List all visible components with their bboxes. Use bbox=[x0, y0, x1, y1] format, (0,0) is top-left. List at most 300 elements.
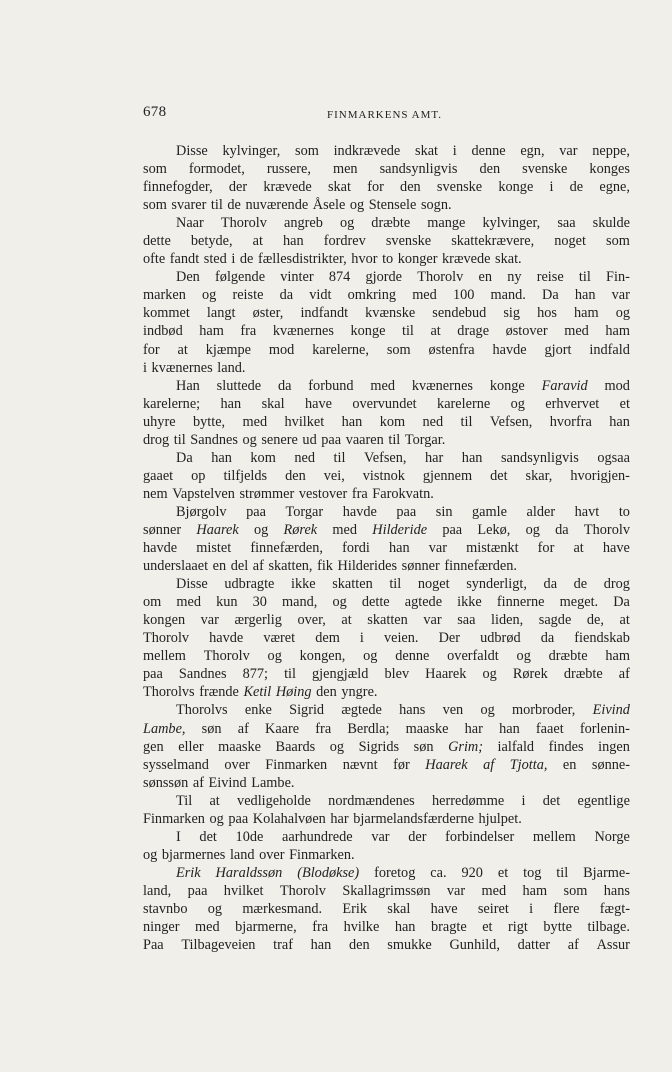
word: skal bbox=[261, 395, 285, 412]
word: dræbte bbox=[371, 215, 411, 232]
word: fra bbox=[240, 323, 257, 340]
word: hvilket bbox=[284, 413, 325, 430]
word: finnefogder, bbox=[143, 179, 213, 196]
word: dræbte bbox=[563, 666, 603, 683]
text-line bbox=[143, 413, 630, 431]
word: sogn. bbox=[420, 197, 452, 214]
word: hvilke bbox=[343, 919, 380, 936]
word: konge bbox=[498, 179, 534, 196]
word: da bbox=[540, 630, 555, 647]
word: svarer bbox=[171, 197, 207, 214]
word: at bbox=[341, 612, 352, 629]
word: kylvinger, bbox=[482, 215, 541, 232]
word: ninger bbox=[143, 919, 180, 936]
text-line bbox=[143, 936, 630, 954]
word: havt bbox=[574, 503, 600, 520]
word: det bbox=[199, 828, 217, 845]
word: mod bbox=[268, 341, 295, 358]
word: underslaaet bbox=[143, 558, 209, 575]
word: for bbox=[143, 341, 160, 358]
word: del bbox=[230, 558, 249, 575]
word: ham bbox=[605, 648, 630, 665]
word: ny bbox=[507, 269, 522, 286]
word: han bbox=[211, 449, 232, 466]
word: senere bbox=[261, 431, 298, 448]
word: traf bbox=[273, 937, 293, 954]
word: fællesdistrikter, bbox=[257, 251, 347, 268]
word: finnerne bbox=[496, 594, 545, 611]
word: 100 bbox=[452, 287, 475, 304]
word: i bbox=[359, 630, 364, 647]
word: kongen bbox=[143, 612, 186, 629]
text-line bbox=[143, 720, 630, 738]
word: paa bbox=[228, 810, 249, 827]
word: i bbox=[143, 359, 147, 376]
word: morbroder, bbox=[512, 702, 576, 719]
word: hvor bbox=[351, 251, 378, 268]
page-number: 678 bbox=[143, 104, 167, 120]
word: til bbox=[401, 323, 414, 340]
word: hvilket bbox=[223, 882, 264, 899]
word: fægt- bbox=[599, 900, 630, 917]
word: synderligt, bbox=[466, 576, 527, 593]
word: nem bbox=[143, 485, 168, 502]
word: vedligeholde bbox=[237, 792, 311, 809]
word: ærgerlig bbox=[234, 612, 282, 629]
word: have bbox=[602, 540, 630, 557]
word: Kolahalvøen bbox=[252, 810, 326, 827]
word: 874 bbox=[328, 269, 351, 286]
word: et bbox=[497, 864, 509, 881]
word: sønne- bbox=[591, 756, 630, 773]
word: maaske bbox=[405, 720, 449, 737]
word: indkrævede bbox=[333, 143, 401, 159]
word: nævnt bbox=[342, 756, 378, 773]
word: han bbox=[341, 413, 363, 430]
word: med bbox=[481, 882, 507, 899]
word: Thorolv bbox=[279, 882, 326, 899]
word: gaaet bbox=[143, 467, 174, 484]
text-line bbox=[143, 286, 630, 304]
word: land bbox=[229, 846, 255, 863]
word: fra bbox=[351, 485, 368, 502]
word: indbød bbox=[143, 323, 183, 340]
word: Stensele bbox=[368, 197, 417, 214]
word: fik bbox=[317, 558, 333, 575]
word: var bbox=[428, 540, 448, 557]
word: han bbox=[220, 395, 242, 412]
word: der bbox=[228, 179, 248, 196]
word: ingen bbox=[598, 738, 630, 755]
word: Thorolv bbox=[220, 215, 267, 232]
word: noget bbox=[554, 233, 586, 250]
word: alder bbox=[526, 503, 556, 520]
word: karelerne; bbox=[143, 395, 201, 412]
word: at bbox=[430, 323, 441, 340]
word: noget bbox=[417, 576, 450, 593]
word: havde bbox=[492, 341, 527, 358]
word: og bbox=[525, 521, 540, 538]
word: den bbox=[285, 467, 306, 484]
word: Assur bbox=[596, 937, 630, 954]
word: Sandnes bbox=[178, 666, 227, 683]
word: da bbox=[277, 377, 292, 394]
word: reiste bbox=[232, 287, 264, 304]
word: Til bbox=[176, 792, 193, 809]
word: ogsaa bbox=[597, 449, 630, 466]
word: mellem bbox=[143, 648, 186, 665]
word: for bbox=[537, 540, 555, 557]
text-line bbox=[143, 629, 630, 647]
word: han bbox=[499, 720, 520, 737]
word: og bbox=[242, 431, 257, 448]
word: Thorolvs bbox=[176, 702, 228, 719]
word: østenfra bbox=[428, 341, 475, 358]
word: langt bbox=[206, 305, 236, 322]
word: Sigrids bbox=[358, 738, 400, 755]
word: Haarek bbox=[196, 521, 239, 538]
word: reise bbox=[536, 269, 564, 286]
text-line bbox=[143, 142, 630, 160]
word: Tjotta, bbox=[509, 756, 548, 773]
word: Ketil bbox=[243, 684, 272, 701]
text-line bbox=[143, 611, 630, 629]
word: I bbox=[176, 828, 181, 845]
word: Vapstelven bbox=[172, 485, 235, 502]
word: Skallagrimssøn bbox=[342, 882, 431, 899]
word: men bbox=[332, 161, 358, 178]
text-line bbox=[143, 918, 630, 936]
text-line bbox=[143, 341, 630, 359]
text-line bbox=[143, 359, 630, 377]
word: indfandt bbox=[300, 305, 349, 322]
word: finnefærden, bbox=[250, 540, 323, 557]
word: var bbox=[559, 143, 578, 159]
word: hos bbox=[537, 305, 557, 322]
word: Fin- bbox=[606, 269, 630, 286]
word: som bbox=[295, 143, 319, 159]
word: 30 bbox=[252, 594, 267, 611]
word: og bbox=[202, 287, 217, 304]
word: herredømme bbox=[432, 792, 505, 809]
word: at bbox=[252, 233, 263, 250]
text-line bbox=[143, 882, 630, 900]
word: karelerne bbox=[437, 395, 491, 412]
text-line bbox=[143, 322, 630, 340]
text-line bbox=[143, 485, 630, 503]
word: Torgar bbox=[285, 503, 324, 520]
word: om bbox=[143, 594, 162, 611]
word: kongen, bbox=[299, 648, 346, 665]
word: følgende bbox=[215, 269, 266, 286]
word: foretog bbox=[374, 864, 416, 881]
word: de bbox=[573, 576, 588, 593]
word: dette bbox=[143, 233, 171, 250]
word: nuværende bbox=[245, 197, 309, 214]
word: søn bbox=[413, 738, 434, 755]
word: og bbox=[253, 521, 269, 538]
word: krævede bbox=[442, 251, 491, 268]
word: havde bbox=[143, 540, 178, 557]
word: og bbox=[615, 305, 630, 322]
word: ofte bbox=[143, 251, 166, 268]
word: sysselmand bbox=[143, 756, 209, 773]
word: hvorfra bbox=[549, 413, 592, 430]
word: Thorolv bbox=[143, 630, 190, 647]
word: Thorolv bbox=[583, 521, 630, 538]
word: til bbox=[460, 413, 473, 430]
word: søn bbox=[201, 720, 222, 737]
word: konge bbox=[489, 377, 525, 394]
word: da bbox=[543, 576, 558, 593]
word: vidt bbox=[309, 287, 332, 304]
word: over bbox=[259, 846, 285, 863]
text-line bbox=[143, 250, 630, 268]
word: sønssøn bbox=[143, 774, 189, 791]
word: tilbage. bbox=[587, 919, 630, 936]
text-line bbox=[143, 521, 630, 539]
word: havde bbox=[342, 503, 377, 520]
word: da bbox=[279, 287, 294, 304]
word: Tilbageveien bbox=[181, 937, 256, 954]
word: saa bbox=[557, 215, 576, 232]
word: saa bbox=[457, 612, 476, 629]
word: Eivind bbox=[592, 702, 630, 719]
word: faaet bbox=[535, 720, 564, 737]
word: Hilderide bbox=[372, 521, 428, 538]
word: med bbox=[412, 287, 437, 304]
text-line bbox=[143, 431, 630, 449]
word: gjengjæld bbox=[312, 666, 369, 683]
word: to bbox=[618, 503, 630, 520]
word: paa bbox=[396, 503, 417, 520]
word: Haraldssøn bbox=[215, 864, 283, 881]
word: skal bbox=[387, 900, 411, 917]
word: skat bbox=[415, 143, 439, 159]
word: sted bbox=[203, 251, 227, 268]
word: sagde bbox=[538, 612, 572, 629]
word: og bbox=[207, 900, 223, 917]
word: kom bbox=[250, 449, 276, 466]
word: gjorde bbox=[365, 269, 403, 286]
word: bytte, bbox=[192, 413, 226, 430]
word: som bbox=[386, 341, 411, 358]
word: de bbox=[569, 179, 584, 196]
text-line bbox=[143, 756, 630, 774]
text-line bbox=[143, 304, 630, 322]
word: i bbox=[231, 251, 236, 268]
text-line bbox=[143, 232, 630, 250]
word: paa bbox=[187, 882, 208, 899]
word: ham bbox=[574, 305, 599, 322]
word: udbragte bbox=[224, 576, 275, 593]
word: Den bbox=[176, 269, 200, 286]
word: datter bbox=[517, 937, 551, 954]
word: med bbox=[564, 323, 589, 340]
word: i bbox=[529, 900, 534, 917]
word: Lambe, bbox=[143, 720, 186, 737]
word: og bbox=[482, 666, 497, 683]
word: neppe, bbox=[592, 143, 630, 159]
word: bjarmernes bbox=[161, 846, 226, 863]
word: og bbox=[510, 395, 525, 412]
word: mellem bbox=[532, 828, 576, 845]
word: have bbox=[304, 395, 332, 412]
word: og bbox=[480, 702, 495, 719]
word: Da bbox=[613, 594, 630, 611]
word: egne, bbox=[599, 179, 630, 196]
text-line bbox=[143, 828, 630, 846]
word: Sigrid bbox=[289, 702, 325, 719]
word: drog bbox=[603, 576, 630, 593]
word: angreb bbox=[283, 215, 323, 232]
word: Åsele bbox=[312, 197, 346, 214]
text-line bbox=[143, 196, 630, 214]
word: med bbox=[332, 521, 358, 538]
word: ham bbox=[199, 323, 224, 340]
word: tog bbox=[523, 864, 542, 881]
word: Eivind bbox=[208, 774, 247, 791]
word: den bbox=[479, 161, 501, 178]
text-line bbox=[143, 864, 630, 882]
word: Gunhild, bbox=[449, 937, 500, 954]
word: smukke bbox=[387, 937, 432, 954]
word: Lekø, bbox=[477, 521, 511, 538]
word: mand, bbox=[282, 594, 318, 611]
word: mistet bbox=[196, 540, 232, 557]
word: har bbox=[425, 449, 444, 466]
word: tilfjelds bbox=[223, 467, 268, 484]
text-line bbox=[143, 268, 630, 286]
word: karelerne, bbox=[312, 341, 369, 358]
word: vei, bbox=[323, 467, 345, 484]
word: skat. bbox=[495, 251, 522, 268]
word: Kaare bbox=[265, 720, 300, 737]
word: overvundet bbox=[352, 395, 417, 412]
word: de, bbox=[586, 612, 604, 629]
word: hans bbox=[603, 882, 630, 899]
word: Thorolv bbox=[417, 269, 464, 286]
word: han bbox=[394, 919, 416, 936]
word: op bbox=[191, 467, 206, 484]
word: at bbox=[619, 612, 630, 629]
word: Da bbox=[542, 287, 559, 304]
word: Han bbox=[176, 377, 200, 394]
word: den bbox=[316, 684, 337, 701]
word: vaaren bbox=[345, 431, 384, 448]
word: til bbox=[333, 449, 346, 466]
word: et bbox=[482, 919, 493, 936]
text-line bbox=[143, 701, 630, 719]
word: Bjørgolv bbox=[176, 503, 227, 520]
word: ca. bbox=[430, 864, 447, 881]
word: hans bbox=[399, 702, 426, 719]
word: sandsynligvis bbox=[379, 161, 458, 178]
word: og bbox=[349, 197, 365, 214]
word: finnefærden. bbox=[444, 558, 517, 575]
word: har bbox=[464, 720, 483, 737]
word: 10de bbox=[235, 828, 264, 845]
word: havde bbox=[209, 630, 244, 647]
word: enke bbox=[244, 702, 272, 719]
word: fra bbox=[312, 919, 329, 936]
word: af bbox=[567, 937, 579, 954]
word: at bbox=[573, 540, 584, 557]
word: Erik bbox=[342, 900, 368, 917]
text-line bbox=[143, 467, 630, 485]
word: han bbox=[283, 233, 304, 250]
word: skulde bbox=[592, 215, 630, 232]
word: Thorolv bbox=[203, 648, 250, 665]
word: Sandnes bbox=[190, 431, 238, 448]
word: sandsynligvis bbox=[500, 449, 579, 466]
word: skatten, bbox=[268, 558, 313, 575]
text-line bbox=[143, 665, 630, 683]
word: 920 bbox=[461, 864, 483, 881]
word: over, bbox=[297, 612, 326, 629]
word: Rørek bbox=[512, 666, 548, 683]
word: omkring bbox=[347, 287, 397, 304]
word: Disse bbox=[176, 143, 208, 159]
word: et bbox=[619, 395, 630, 412]
word: egentlige bbox=[577, 792, 630, 809]
word: den bbox=[348, 937, 370, 954]
text-line bbox=[143, 683, 630, 701]
word: med bbox=[176, 594, 201, 611]
word: de bbox=[239, 251, 254, 268]
word: Da bbox=[176, 449, 193, 466]
text-line bbox=[143, 593, 630, 611]
word: konges bbox=[589, 161, 630, 178]
word: Baards bbox=[275, 738, 316, 755]
word: af bbox=[618, 666, 630, 683]
word: bjarmelandsfærderne bbox=[353, 810, 474, 827]
word: Finmarken bbox=[143, 810, 205, 827]
word: dræbte bbox=[548, 648, 588, 665]
word: sønner bbox=[143, 521, 182, 538]
word: var bbox=[371, 828, 390, 845]
word: kvænernes bbox=[151, 359, 213, 376]
word: kom bbox=[379, 413, 406, 430]
word: østover bbox=[505, 323, 548, 340]
word: eller bbox=[178, 738, 204, 755]
word: fordi bbox=[342, 540, 370, 557]
word: der bbox=[408, 828, 427, 845]
word: skar, bbox=[525, 467, 553, 484]
word: svenske bbox=[522, 161, 568, 178]
word: forlenin- bbox=[579, 720, 630, 737]
text-line bbox=[143, 395, 630, 413]
word: kvænske bbox=[365, 305, 416, 322]
text-line bbox=[143, 178, 630, 196]
word: i bbox=[452, 143, 457, 159]
word: det bbox=[542, 792, 561, 809]
word: konger bbox=[397, 251, 438, 268]
text-line bbox=[143, 738, 630, 756]
word: skattekrævere, bbox=[451, 233, 535, 250]
word: denne bbox=[471, 143, 506, 159]
word: krævede bbox=[263, 179, 312, 196]
word: for bbox=[367, 179, 384, 196]
word: kun bbox=[216, 594, 238, 611]
word: findes bbox=[548, 738, 584, 755]
word: som bbox=[143, 161, 167, 178]
word: og bbox=[267, 648, 282, 665]
text-line bbox=[143, 846, 630, 864]
word: mand. bbox=[490, 287, 526, 304]
word: forbindelser bbox=[445, 828, 515, 845]
word: Finmarken. bbox=[289, 846, 355, 863]
